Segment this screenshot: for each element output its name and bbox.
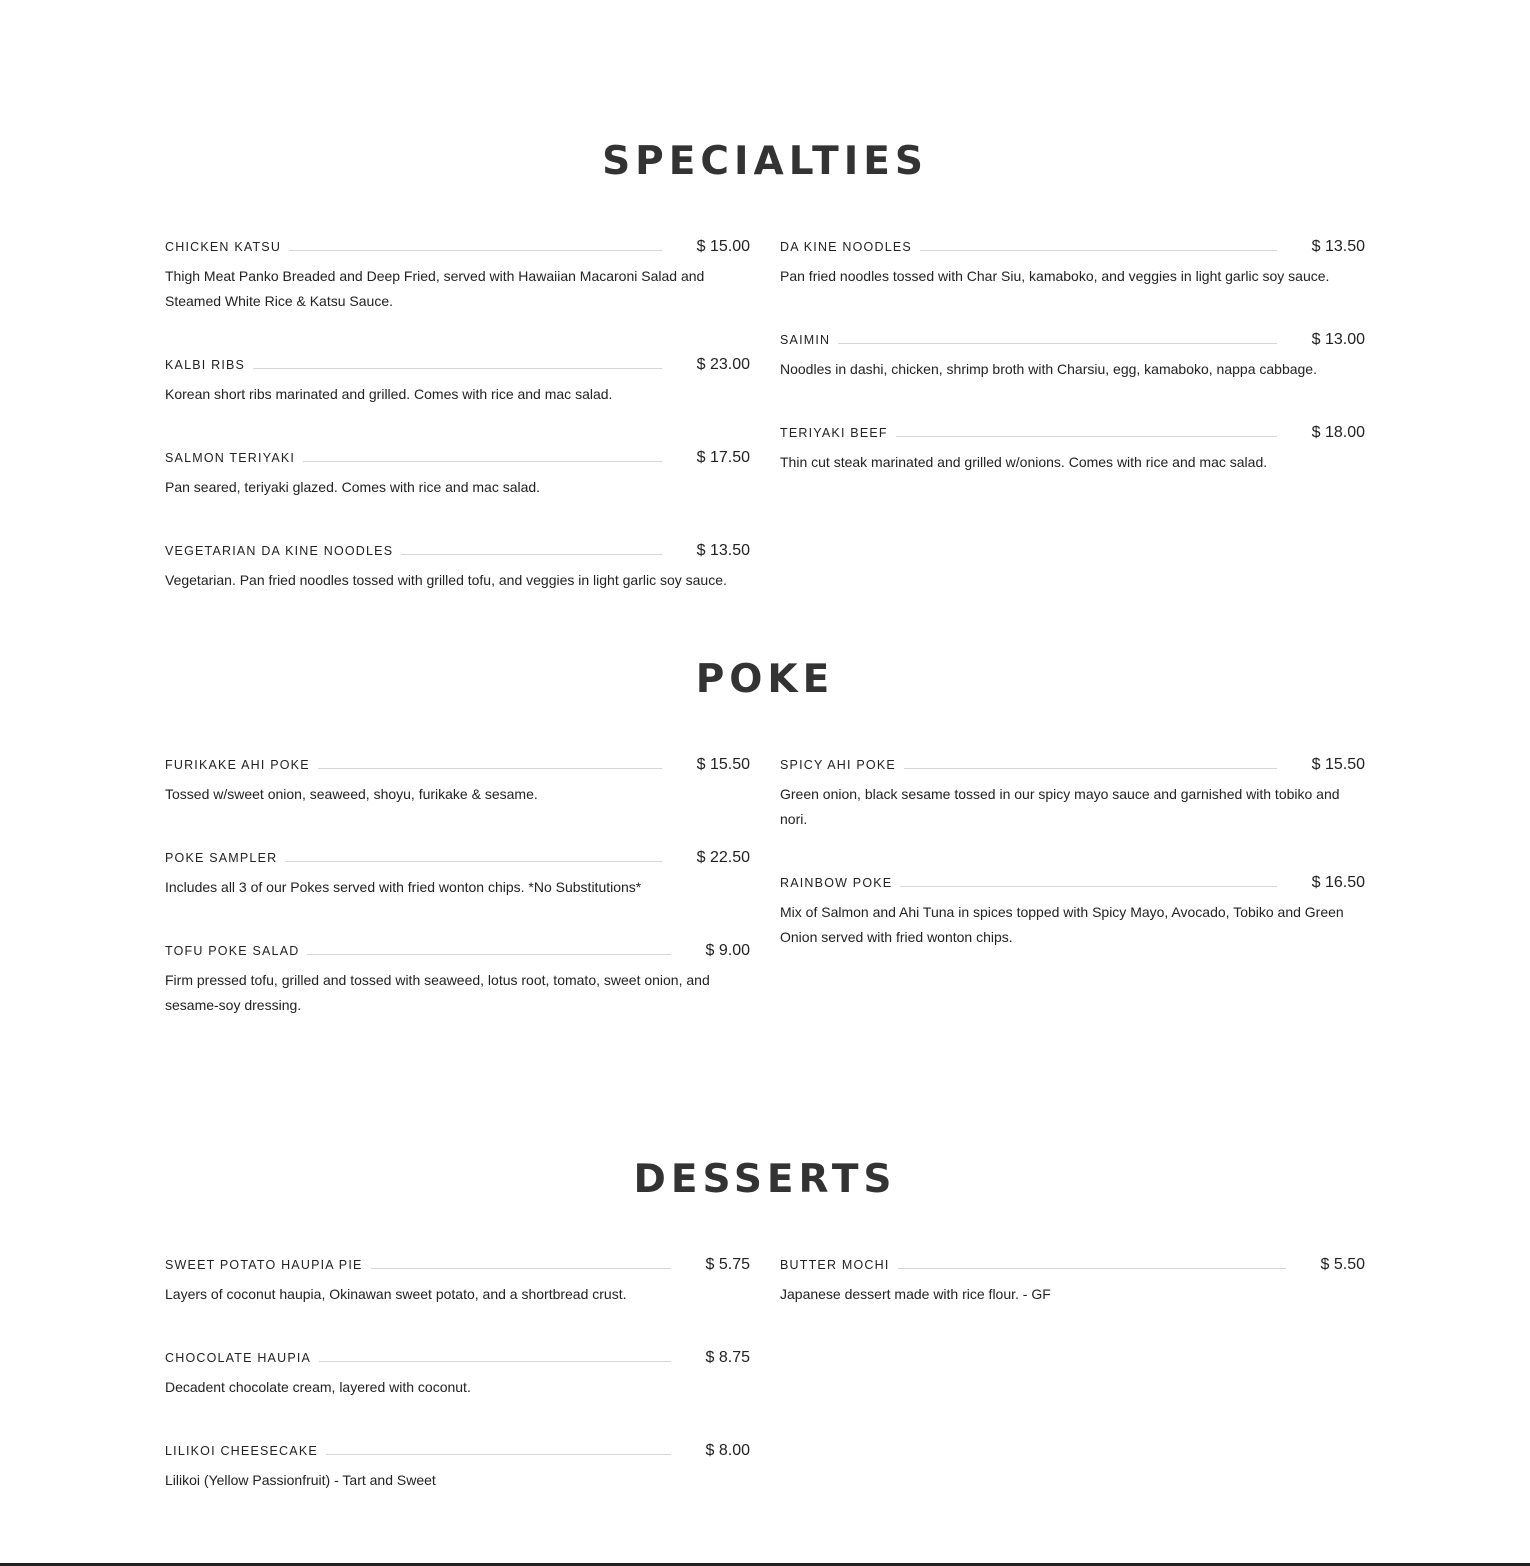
menu-item-header xyxy=(165,233,750,257)
menu-item-header xyxy=(165,1344,750,1368)
menu-item xyxy=(165,844,750,900)
menu-item-description: Thigh Meat Panko Breaded and Deep Fried, served with Hawaiian Macaroni Salad and Steamed White Rice & Katsu Sauce. xyxy=(165,268,705,309)
menu-item-name: SPICY AHI POKE xyxy=(780,758,896,772)
dotted-leader xyxy=(307,954,670,955)
menu-item-header xyxy=(780,326,1365,350)
menu-item xyxy=(780,751,1365,832)
menu-item-header xyxy=(165,537,750,561)
menu-item xyxy=(165,937,750,1018)
menu-item xyxy=(165,537,750,593)
menu-item-header xyxy=(165,751,750,775)
section-title: DESSERTS xyxy=(633,1157,897,1202)
menu-item-price: $ 9.00 xyxy=(705,942,750,959)
dotted-leader xyxy=(904,768,1277,769)
menu-item-price: $ 16.50 xyxy=(1311,874,1365,891)
menu-item xyxy=(780,326,1365,382)
menu-item xyxy=(780,869,1365,950)
menu-item-header xyxy=(165,351,750,375)
menu-item xyxy=(780,419,1365,475)
menu-item-header xyxy=(165,844,750,868)
menu-item-price: $ 18.00 xyxy=(1311,424,1365,441)
menu-item-header xyxy=(165,937,750,961)
menu-item-description: Thin cut steak marinated and grilled w/onions. Comes with rice and mac salad. xyxy=(780,454,1268,470)
menu-item-price: $ 8.00 xyxy=(705,1442,750,1459)
section-title: SPECIALTIES xyxy=(602,139,928,184)
menu-item-name: CHOCOLATE HAUPIA xyxy=(165,1351,312,1365)
menu-item-description: Pan seared, teriyaki glazed. Comes with rice and mac salad. xyxy=(165,479,541,495)
menu-item-name: RAINBOW POKE xyxy=(780,876,893,890)
menu-item-description: Tossed w/sweet onion, seaweed, shoyu, furikake & sesame. xyxy=(165,786,538,802)
menu-item-price: $ 22.50 xyxy=(696,849,750,866)
menu-item-name: SALMON TERIYAKI xyxy=(165,451,296,465)
menu-item-header xyxy=(780,233,1365,257)
menu-item-name: DA KINE NOODLES xyxy=(780,240,912,254)
dotted-leader xyxy=(371,1268,671,1269)
menu-item-header xyxy=(780,869,1365,893)
menu-item-name: KALBI RIBS xyxy=(165,358,246,372)
menu-item xyxy=(165,751,750,807)
menu-item-price: $ 15.50 xyxy=(696,756,750,773)
menu-item-price: $ 15.50 xyxy=(1311,756,1365,773)
menu-item-description: Decadent chocolate cream, layered with coconut. xyxy=(165,1379,471,1395)
menu-item xyxy=(165,1437,750,1493)
menu-item-price: $ 23.00 xyxy=(696,356,750,373)
menu-item xyxy=(165,1251,750,1307)
dotted-leader xyxy=(319,1361,670,1362)
menu-item-name: CHICKEN KATSU xyxy=(165,240,282,254)
menu-item-description: Vegetarian. Pan fried noodles tossed with grilled tofu, and veggies in light garlic soy sauce. xyxy=(165,572,727,588)
menu-item-description: Japanese dessert made with rice flour. - GF xyxy=(780,1286,1051,1302)
menu-item-name: BUTTER MOCHI xyxy=(780,1258,890,1272)
menu-item xyxy=(780,1251,1365,1307)
menu-item-name: FURIKAKE AHI POKE xyxy=(165,758,310,772)
menu-item-description: Green onion, black sesame tossed in our spicy mayo sauce and garnished with tobiko and nori. xyxy=(780,786,1340,827)
menu-item-description: Korean short ribs marinated and grilled. Comes with rice and mac salad. xyxy=(165,386,613,402)
menu-item-description: Firm pressed tofu, grilled and tossed with seaweed, lotus root, tomato, sweet onion, and sesame-soy dressing. xyxy=(165,972,710,1013)
menu-item-header xyxy=(165,1437,750,1461)
dotted-leader xyxy=(898,1268,1286,1269)
dotted-leader xyxy=(285,861,661,862)
menu-item xyxy=(165,1344,750,1400)
menu-item-description: Noodles in dashi, chicken, shrimp broth with Charsiu, egg, kamaboko, nappa cabbage. xyxy=(780,361,1317,377)
menu-item-price: $ 15.00 xyxy=(696,238,750,255)
menu-item xyxy=(780,233,1365,289)
dotted-leader xyxy=(896,436,1277,437)
menu-item-price: $ 5.50 xyxy=(1320,1256,1365,1273)
menu-item-name: SWEET POTATO HAUPIA PIE xyxy=(165,1258,363,1272)
dotted-leader xyxy=(253,368,662,369)
menu-item-header xyxy=(165,1251,750,1275)
menu-item-header xyxy=(780,751,1365,775)
menu-item-header xyxy=(780,1251,1365,1275)
menu-item-price: $ 13.00 xyxy=(1311,331,1365,348)
menu-item xyxy=(165,351,750,407)
menu-item-header xyxy=(165,444,750,468)
menu-item-name: POKE SAMPLER xyxy=(165,851,278,865)
dotted-leader xyxy=(303,461,662,462)
menu-item-description: Pan fried noodles tossed with Char Siu, kamaboko, and veggies in light garlic soy sauce. xyxy=(780,268,1330,284)
dotted-leader xyxy=(900,886,1276,887)
dotted-leader xyxy=(920,250,1277,251)
dotted-leader xyxy=(326,1454,671,1455)
menu-item-name: TERIYAKI BEEF xyxy=(780,426,888,440)
menu-item-description: Lilikoi (Yellow Passionfruit) - Tart and Sweet xyxy=(165,1472,436,1488)
menu-item-header xyxy=(780,419,1365,443)
menu-item-description: Includes all 3 of our Pokes served with fried wonton chips. *No Substitutions* xyxy=(165,879,642,895)
menu-item-name: TOFU POKE SALAD xyxy=(165,944,300,958)
menu-item xyxy=(165,444,750,500)
dotted-leader xyxy=(318,768,662,769)
section-title: POKE xyxy=(695,657,835,702)
menu-item-description: Mix of Salmon and Ahi Tuna in spices topped with Spicy Mayo, Avocado, Tobiko and Green Onion served with fried wonton chips. xyxy=(780,904,1344,945)
menu-item-price: $ 13.50 xyxy=(696,542,750,559)
dotted-leader xyxy=(289,250,662,251)
menu-item-description: Layers of coconut haupia, Okinawan sweet potato, and a shortbread crust. xyxy=(165,1286,627,1302)
menu-item-price: $ 5.75 xyxy=(705,1256,750,1273)
dotted-leader xyxy=(838,343,1276,344)
menu-item-name: VEGETARIAN DA KINE NOODLES xyxy=(165,544,394,558)
menu-item-name: SAIMIN xyxy=(780,333,831,347)
menu-item-name: LILIKOI CHEESECAKE xyxy=(165,1444,318,1458)
dotted-leader xyxy=(401,554,661,555)
menu-item-price: $ 8.75 xyxy=(705,1349,750,1366)
menu-item-price: $ 13.50 xyxy=(1311,238,1365,255)
menu-item xyxy=(165,233,750,314)
menu-item-price: $ 17.50 xyxy=(696,449,750,466)
